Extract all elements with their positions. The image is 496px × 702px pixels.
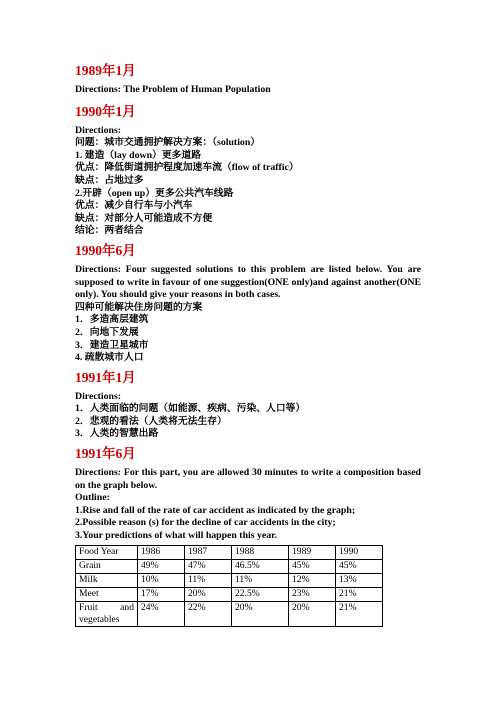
table-cell: 17% (138, 587, 185, 601)
text-line: 3．人类的智慧出路 (75, 428, 159, 440)
table-cell: 24% (138, 601, 185, 626)
section-heading-1989-jan: 1989年1月 (75, 63, 136, 78)
food-percentage-table (75, 545, 383, 627)
table-cell: 22% (184, 601, 231, 626)
table-cell: 47% (184, 559, 231, 573)
directions-line: Directions: (75, 390, 122, 402)
table-cell: 21% (335, 601, 382, 626)
table-cell: 49% (138, 559, 185, 573)
table-cell: 22.5% (231, 587, 288, 601)
text-line: 结论：两者结合 (75, 225, 144, 237)
table-row (76, 587, 383, 601)
table-cell: 11% (231, 573, 288, 587)
table-header-cell: 1987 (184, 545, 231, 559)
text-line: 4. 疏散城市人口 (75, 352, 144, 364)
outline-item: 1.Rise and fall of the rate of car accident as indicated by the graph; (75, 504, 356, 516)
outline-item: 3.Your predictions of what will happen this year. (75, 530, 278, 542)
table-row (76, 559, 383, 573)
table-cell: 23% (288, 587, 335, 601)
text-line: 1．多造高层建筑 (75, 314, 149, 326)
text-line: 四种可能解决住房问题的方案 (75, 301, 203, 313)
section-heading-1991-jun: 1991年6月 (75, 446, 136, 462)
directions-paragraph: Directions: For this part, you are allowed 30 minutes to write a composition based on the graph below. (75, 467, 421, 491)
text-line: 1．人类面临的问题（如能源、疾病、污染、人口等） (75, 403, 306, 415)
text-line: 2.开辟（open up）更多公共汽车线路 (75, 187, 234, 199)
table-cell: 21% (335, 587, 382, 601)
text-line: 2．悲观的看法（人类将无法生存） (75, 415, 227, 427)
table-cell: 20% (231, 601, 288, 626)
table-cell: 45% (288, 559, 335, 573)
directions-line: Directions: The Problem of Human Population (75, 84, 271, 95)
table-header-cell: Food Year (76, 545, 138, 559)
outline-item: 2.Possible reason (s) for the decline of car accidents in the city; (75, 517, 336, 529)
table-header-cell: 1990 (335, 545, 382, 559)
table-cell: 11% (184, 573, 231, 587)
outline-label: Outline: (75, 492, 110, 504)
table-header-cell: 1988 (231, 545, 288, 559)
table-cell: 20% (288, 601, 335, 626)
section-heading-1990-jun: 1990年6月 (75, 242, 136, 258)
table-row (76, 573, 383, 587)
table-cell: 13% (335, 573, 382, 587)
table-header-cell: 1986 (138, 545, 185, 559)
text-line: 2．向地下发展 (75, 326, 139, 338)
table-cell: Meet (76, 587, 138, 601)
table-header-cell: 1989 (288, 545, 335, 559)
directions-line: Directions: (75, 124, 122, 136)
table-row (76, 601, 383, 626)
text-line: 优点：降低街道拥护程度加速车流（flow of traffic） (75, 162, 299, 174)
text-line: 缺点：对部分人可能造成不方便 (75, 212, 213, 224)
text-line: 1. 建造（lay down）更多道路 (75, 149, 202, 161)
text-line: 3．建造卫星城市 (75, 339, 149, 351)
table-cell: Fruit and vegetables (76, 601, 138, 626)
table-cell: 10% (138, 573, 185, 587)
table-cell: 45% (335, 559, 382, 573)
section-heading-1990-jan: 1990年1月 (75, 103, 136, 119)
section-heading-1991-jan: 1991年1月 (75, 369, 136, 385)
directions-paragraph: Directions: Four suggested solutions to this problem are listed below. You are supposed to write in favour of one suggestion(ONE only)and against another(ONE only). You should give your reasons in both cases. (75, 263, 421, 301)
table-cell: 20% (184, 587, 231, 601)
table-cell: Grain (76, 559, 138, 573)
text-line: 缺点：占地过多 (75, 174, 144, 186)
table-cell: Milk (76, 573, 138, 587)
table-header-row (76, 545, 383, 559)
text-line: 优点：减少自行车与小汽车 (75, 200, 193, 212)
table-cell: 12% (288, 573, 335, 587)
table-cell: 46.5% (231, 559, 288, 573)
document-page (75, 62, 421, 627)
text-line: 问题：城市交通拥护解决方案：（solution） (75, 137, 261, 149)
